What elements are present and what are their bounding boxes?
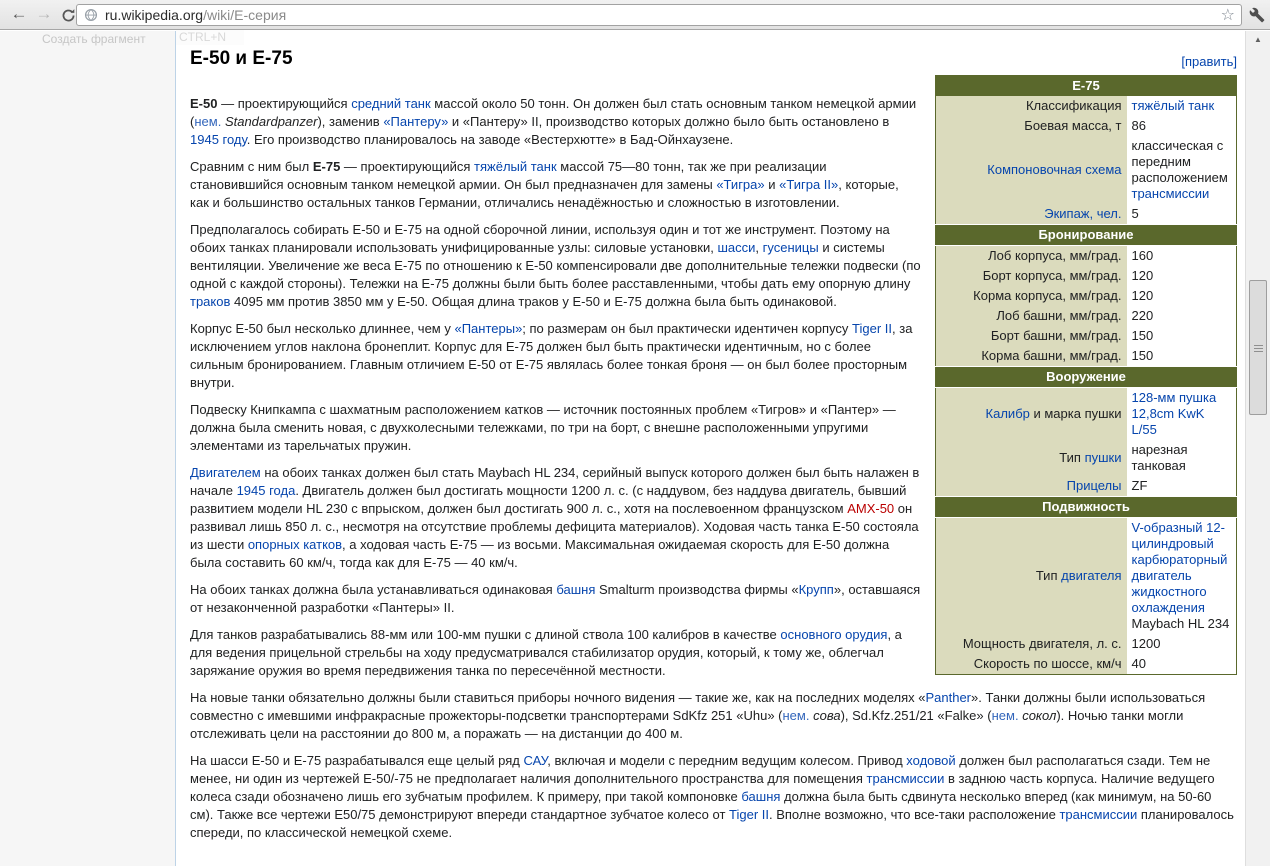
infobox-section-header: Подвижность (936, 497, 1237, 518)
text: ), Sd.Kfz.251/21 «Falke» ( (840, 708, 992, 723)
text: 1200 (1131, 636, 1161, 651)
infobox-row (936, 518, 1237, 635)
infobox-label (936, 440, 1127, 476)
infobox-row (936, 246, 1237, 267)
text: и системы вентиляции. Увеличение же веса Е-75 по отношению к Е-50 компенсировали две дополнительные тележки подвески (по одной с каждой стороны). Тележки на Е-75 должны были быть более расставленными, чтобы дать ему опорную длину (190, 240, 921, 291)
text: массой 75—80 тонн, так же при реализации становившийся основным танком немецкой армии. Он был предназначен для замены (190, 159, 827, 192)
infobox (935, 75, 1237, 675)
text: Е-50 (190, 96, 218, 111)
text: он развивал лишь 850 л. с., несмотря на отсутствие проблемы дефицита материалов). Ходовая часть танка Е-50 состояла из шести (190, 501, 919, 552)
infobox-row (936, 286, 1237, 306)
text: Лоб корпуса, мм/град. (988, 248, 1122, 263)
wiki-link[interactable]: Прицелы (1066, 478, 1122, 493)
interwiki-link[interactable]: нем. (782, 708, 810, 723)
wrench-menu-icon[interactable] (1249, 7, 1265, 28)
paragraph (190, 689, 1237, 743)
text: Тип (1059, 450, 1085, 465)
wiki-link[interactable]: Tiger II (729, 807, 769, 822)
wiki-link[interactable]: «Пантеры» (454, 321, 523, 336)
sidebar-area (0, 31, 176, 866)
infobox-row (936, 306, 1237, 326)
wiki-link[interactable]: 128-мм пушка 12,8cm KwK L/55 (1131, 390, 1217, 437)
infobox-label (936, 518, 1127, 635)
globe-icon (84, 8, 98, 22)
infobox-value (1127, 136, 1237, 204)
url-host: ru.wikipedia.org (105, 7, 204, 23)
text: Тип (1035, 568, 1062, 583)
wiki-link[interactable]: тяжёлый танк (1131, 98, 1215, 113)
infobox-value (1127, 634, 1237, 654)
infobox-value (1127, 654, 1237, 675)
wiki-link[interactable]: трансмиссии (1059, 807, 1138, 822)
text: Лоб башни, мм/град. (996, 308, 1122, 323)
red-link[interactable]: АМХ-50 (847, 501, 895, 516)
url-text[interactable] (105, 7, 286, 23)
infobox-row (936, 476, 1237, 497)
wiki-link[interactable]: Panther (925, 690, 972, 705)
scrollbar-thumb[interactable] (1249, 280, 1267, 415)
text: 120 (1131, 288, 1154, 303)
infobox-row (936, 204, 1237, 225)
ghost-menu-item: Создать фрагмент (42, 32, 146, 46)
text: . Его производство планировалось на заводе «Вестерхютте» в Бад-Ойнхаузене. (246, 132, 734, 147)
infobox-row (936, 440, 1237, 476)
text: и «Пантеру» II, производство которых должно было быть остановлено в (448, 114, 890, 129)
text: Сравним с ним был (190, 159, 313, 174)
text: Для танков разрабатывались 88-мм или 100-мм пушки с длиной ствола 100 калибров в качестве (190, 627, 781, 642)
text: На обоих танках должна была устанавливаться одинаковая (190, 582, 557, 597)
wiki-link[interactable]: двигателя (1061, 568, 1122, 583)
text: 220 (1131, 308, 1154, 323)
infobox-title: Е-75 (936, 76, 1237, 97)
infobox-row (936, 388, 1237, 441)
reload-icon (61, 8, 76, 23)
text: ». Танки должны были использоваться совместно с имевшими инфракрасные прожекторы-подсветки транспортерами SdKfz 251 «Uhu» ( (190, 690, 1206, 723)
infobox-value (1127, 476, 1237, 497)
infobox-row (936, 346, 1237, 367)
text: Maybach HL 234 (1131, 616, 1230, 631)
text: планировалось спереди, по классической немецкой схеме. (190, 807, 1234, 840)
back-button[interactable]: ← (10, 4, 28, 23)
browser-toolbar (0, 0, 1270, 30)
text: Е-75 (312, 159, 341, 174)
wiki-link[interactable]: Крупп (798, 582, 834, 597)
infobox-value (1127, 440, 1237, 476)
infobox-value (1127, 346, 1237, 367)
text: сокол (1022, 708, 1057, 723)
wiki-link[interactable]: САУ (523, 753, 548, 768)
text: должен был располагаться сзади. Тем не менее, ни один из чертежей Е-50/-75 не предполагает наличия дополнительного пространства для помещения (190, 753, 1211, 786)
wiki-link[interactable]: шасси (717, 240, 756, 255)
wiki-link[interactable]: траков (190, 294, 231, 309)
text: Подвеску Книпкампа с шахматным расположением катков — источник постоянных проблем «Тигров» и «Пантер» — должна была сменить новая, с двухколесными тележками, по три на борт, с внешне расположенными упругими элементами из тарельчатых пружин. (190, 402, 896, 453)
bookmark-star-icon[interactable]: ☆ (1220, 7, 1235, 24)
text: Скорость по шоссе, км/ч (973, 656, 1122, 671)
infobox-label (936, 116, 1127, 136)
wiki-link[interactable]: «Тигра II» (779, 177, 839, 192)
infobox-value (1127, 116, 1237, 136)
infobox-value (1127, 388, 1237, 441)
ghost-shortcut: CTRL+N (176, 29, 244, 45)
wiki-link[interactable]: 1945 года (236, 483, 296, 498)
scroll-up-button[interactable]: ▲ (1254, 35, 1262, 44)
infobox-row (936, 116, 1237, 136)
scrollbar-grip (1254, 348, 1263, 349)
infobox-label (936, 96, 1127, 116)
text: Мощность двигателя, л. с. (962, 636, 1122, 651)
text: Борт корпуса, мм/град. (982, 268, 1122, 283)
text: , а ходовая часть Е-75 — из восьми. Максимальная ожидаемая скорость для Е-50 должна была составить 60 км/ч, тогда как для Е-75 — 40 км/ч. (190, 537, 890, 570)
wrench-icon (1249, 7, 1265, 23)
text: 120 (1131, 268, 1154, 283)
text: 5 (1131, 206, 1139, 221)
forward-button[interactable]: → (35, 4, 53, 23)
infobox-label (936, 306, 1127, 326)
infobox-label (936, 286, 1127, 306)
text: . Вполне возможно, что все-таки расположение (769, 807, 1060, 822)
text: 150 (1131, 348, 1154, 363)
infobox-label (936, 346, 1127, 367)
text: ; по размерам он был практически идентичен корпусу (522, 321, 853, 336)
wiki-link[interactable]: «Тигра» (716, 177, 765, 192)
wiki-link[interactable]: гусеницы (762, 240, 819, 255)
infobox-row (936, 634, 1237, 654)
article-content (176, 31, 1245, 866)
infobox-value (1127, 204, 1237, 225)
wiki-link[interactable]: Двигателем (190, 465, 261, 480)
infobox-label (936, 326, 1127, 346)
wiki-link[interactable]: Компоновочная схема (987, 162, 1122, 177)
wiki-link[interactable]: трансмиссии (866, 771, 945, 786)
infobox-row (936, 96, 1237, 116)
text: — проектирующийся (340, 159, 475, 174)
infobox-value (1127, 96, 1237, 116)
text: — проектирующийся (217, 96, 352, 111)
infobox-label (936, 654, 1127, 675)
page-title-text: Е-50 и Е-75 (190, 48, 293, 69)
text: классическая с передним расположением (1131, 138, 1228, 185)
wiki-link[interactable]: средний танк (351, 96, 431, 111)
infobox-value (1127, 286, 1237, 306)
wiki-link[interactable]: трансмиссии (1131, 186, 1210, 201)
wiki-link[interactable]: ходовой (906, 753, 956, 768)
text: ). Ночью танки могли отслеживать цели на расстоянии до 800 м, а поражать — на дистанции до 400 м. (190, 708, 1184, 741)
wiki-link[interactable]: основного орудия (780, 627, 888, 642)
infobox-value (1127, 266, 1237, 286)
wiki-link[interactable]: «Пантеру» (383, 114, 449, 129)
infobox-value (1127, 246, 1237, 267)
infobox-label (936, 388, 1127, 441)
edit-link[interactable]: [править] (1181, 54, 1237, 69)
text: , за исключением углов наклона бронеплит. Корпус для Е-75 должен был быть практически идентичным, но с более сильным бронированием. Главным отличием Е-50 от Е-75 являлась более тонкая броня — он был более просторным внутри. (190, 321, 913, 390)
wiki-link[interactable]: Экипаж, чел. (1044, 206, 1122, 221)
infobox-row (936, 266, 1237, 286)
wiki-link[interactable]: пушки (1084, 450, 1122, 465)
text: ZF (1131, 478, 1148, 493)
text: Предполагалось собирать Е-50 и Е-75 на одной сборочной линии, используя один и тот же инструмент. Поэтому на обоих танках планировали использовать унифицированные узлы: силовые установки, (190, 222, 890, 255)
text: должна была быть сдвинута несколько вперед (как минимум, на 50-60 см). Также все чертежи Е50/75 демонстрируют впереди стандартное зубчатое колесо от (190, 789, 1212, 822)
infobox-value (1127, 306, 1237, 326)
infobox-label (936, 266, 1127, 286)
wiki-link[interactable]: Tiger II (852, 321, 893, 336)
text: , которые, как и большинство остальных танков Германии, отличались ненадёжностью и сложностью в изготовлении. (190, 177, 899, 210)
text: , включая и модели с передним ведущим колесом. Привод (547, 753, 907, 768)
text: ), заменив (317, 114, 384, 129)
infobox-section-header: Бронирование (936, 225, 1237, 246)
infobox-label (936, 246, 1127, 267)
scrollbar[interactable] (1245, 31, 1270, 866)
text: нарезная танковая (1131, 442, 1188, 473)
text: Борт башни, мм/град. (990, 328, 1122, 343)
interwiki-link[interactable]: нем. (991, 708, 1019, 723)
infobox-label (936, 136, 1127, 204)
text: Классификация (1025, 98, 1122, 113)
wiki-link[interactable]: башня (741, 789, 781, 804)
url-path: /wiki/Е-серия (203, 7, 287, 23)
infobox-label (936, 204, 1127, 225)
infobox-value (1127, 518, 1237, 635)
infobox-label (936, 634, 1127, 654)
text: Боевая масса, т (1024, 118, 1122, 133)
url-bar[interactable] (76, 4, 1242, 26)
text: на обоих танках должен был стать Maybach HL 234, серийный выпуск которого должен был быть налажен в начале (190, 465, 920, 498)
text: и марка пушки (1029, 406, 1122, 421)
text: Smalturm производства фирмы « (595, 582, 799, 597)
wiki-link[interactable]: тяжёлый танк (474, 159, 557, 174)
text: На новые танки обязательно должны были ставиться приборы ночного видения — такие же, как на последних моделях « (190, 690, 926, 705)
text: Корма башни, мм/град. (981, 348, 1122, 363)
infobox-value (1127, 326, 1237, 346)
text: сова (813, 708, 841, 723)
infobox-label (936, 476, 1127, 497)
infobox-row (936, 654, 1237, 675)
text: 160 (1131, 248, 1154, 263)
text: 40 (1131, 656, 1146, 671)
text: . Двигатель должен был достигать мощности 1200 л. с. (с наддувом, без наддува двигатель, бывший развитием модели HL 230 с впрыском, должен был достигать 900 л. с., хотя на послевоенном французском (190, 483, 907, 516)
infobox-section-header: Вооружение (936, 367, 1237, 388)
infobox-row (936, 326, 1237, 346)
text: в заднюю часть корпуса. Наличие ведущего колеса сзади обозначено лишь его зубчатым профилем. К примеру, при такой компоновке (190, 771, 1215, 804)
paragraph (190, 752, 1237, 842)
wiki-link[interactable]: 1945 году (190, 132, 247, 147)
text: Standardpanzer (224, 114, 318, 129)
wiki-link[interactable]: V-образный 12-цилиндровый карбюраторный двигатель жидкостного охлаждения (1131, 520, 1228, 615)
text: , а для ведения прицельной стрельбы на ходу предусматривался стабилизатор орудия, который, к тому же, облегчал заряжание оружия во время передвижения танка по пересечённой местности. (190, 627, 902, 678)
interwiki-link[interactable]: нем. (194, 114, 222, 129)
page-title (190, 48, 1237, 69)
text: и (764, 177, 780, 192)
wiki-link[interactable]: опорных катков (247, 537, 343, 552)
wiki-link[interactable]: Калибр (985, 406, 1030, 421)
text: Корпус Е-50 был несколько длиннее, чем у (190, 321, 455, 336)
text: », оставшаяся от незаконченной разработки «Пантеры» II. (190, 582, 921, 615)
wiki-link[interactable]: башня (556, 582, 596, 597)
text: На шасси Е-50 и Е-75 разрабатывался еще целый ряд (190, 753, 524, 768)
text: 86 (1131, 118, 1146, 133)
text: 4095 мм против 3850 мм у Е-50. Общая длина траков у Е-50 и Е-75 должна была быть одинаковой. (230, 294, 837, 309)
text: Корма корпуса, мм/град. (973, 288, 1122, 303)
text: массой около 50 тонн. Он должен был стать основным танком немецкой армии ( (190, 96, 917, 129)
text: , (755, 240, 763, 255)
infobox-row (936, 136, 1237, 204)
text: 150 (1131, 328, 1154, 343)
